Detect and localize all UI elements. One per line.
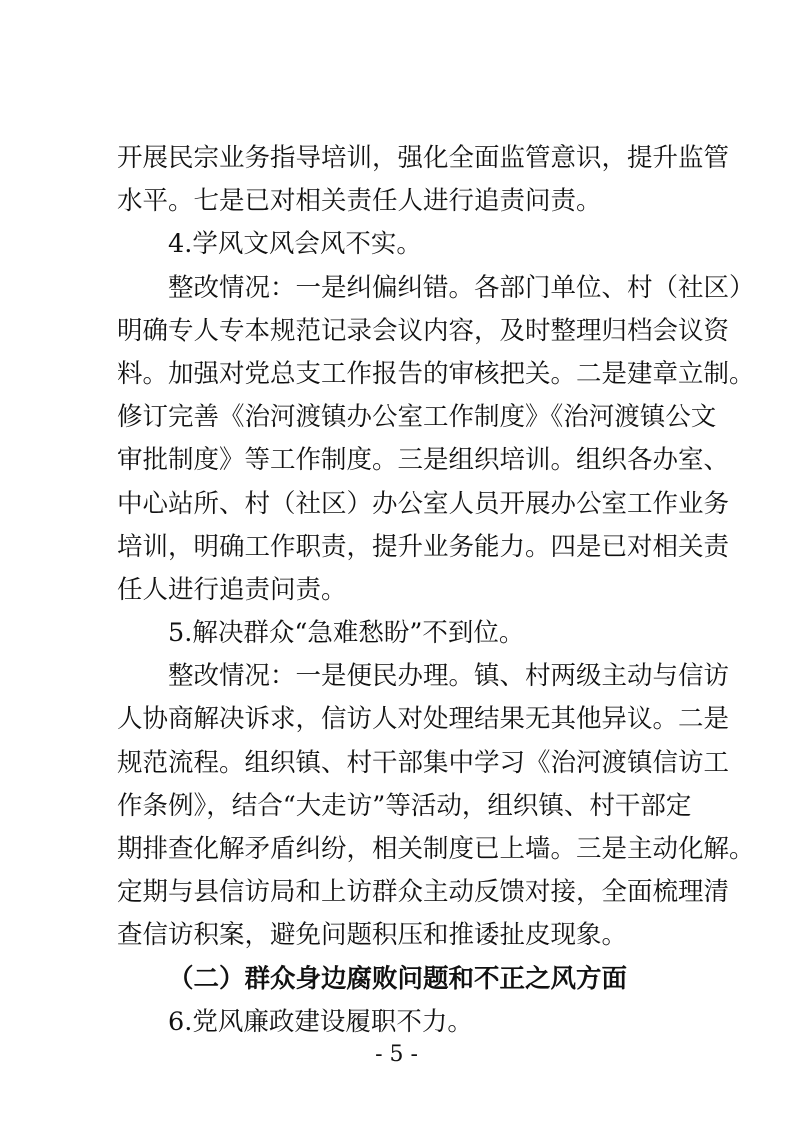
body-line: 定期与县信访局和上访群众主动反馈对接，全面梳理清 xyxy=(117,877,730,908)
document-body xyxy=(117,137,755,1044)
body-line: 整改情况：一是便民办理。镇、村两级主动与信访 xyxy=(168,661,730,692)
body-line: 任人进行追责问责。 xyxy=(117,574,347,605)
body-line: 中心站所、村（社区）办公室人员开展办公室工作业务 xyxy=(117,488,730,519)
body-line: 查信访积案，避免问题积压和推诿扯皮现象。 xyxy=(117,920,628,951)
page-number: - 5 - xyxy=(375,1042,418,1067)
body-line: 作条例》，结合“大走访”等活动，组织镇、村干部定 xyxy=(117,790,692,821)
section-title: 5.解决群众“急难愁盼”不到位。 xyxy=(168,618,525,649)
body-line: 规范流程。组织镇、村干部集中学习《治河渡镇信访工 xyxy=(117,747,730,778)
body-line: 人协商解决诉求，信访人对处理结果无其他异议。二是 xyxy=(117,704,730,735)
body-line: 明确专人专本规范记录会议内容，及时整理归档会议资 xyxy=(117,315,730,346)
body-line: 开展民宗业务指导培训，强化全面监管意识，提升监管 xyxy=(117,143,730,173)
section-title: 6.党风廉政建设履职不力。 xyxy=(168,1006,473,1037)
body-line: 水平。七是已对相关责任人进行追责问责。 xyxy=(117,186,602,217)
body-line: 修订完善《治河渡镇办公室工作制度》《治河渡镇公文 xyxy=(117,402,717,433)
body-line: 整改情况：一是纠偏纠错。各部门单位、村（社区） xyxy=(168,272,755,303)
category-heading: （二）群众身边腐败问题和不正之风方面 xyxy=(168,963,628,994)
body-line: 审批制度》等工作制度。三是组织培训。组织各办室、 xyxy=(117,445,730,476)
body-line: 料。加强对党总支工作报告的审核把关。二是建章立制。 xyxy=(117,358,755,389)
body-line: 培训，明确工作职责，提升业务能力。四是已对相关责 xyxy=(117,531,730,562)
body-line: 期排查化解矛盾纠纷，相关制度已上墙。三是主动化解。 xyxy=(117,834,755,864)
section-title: 4.学风文风会风不实。 xyxy=(168,229,422,260)
